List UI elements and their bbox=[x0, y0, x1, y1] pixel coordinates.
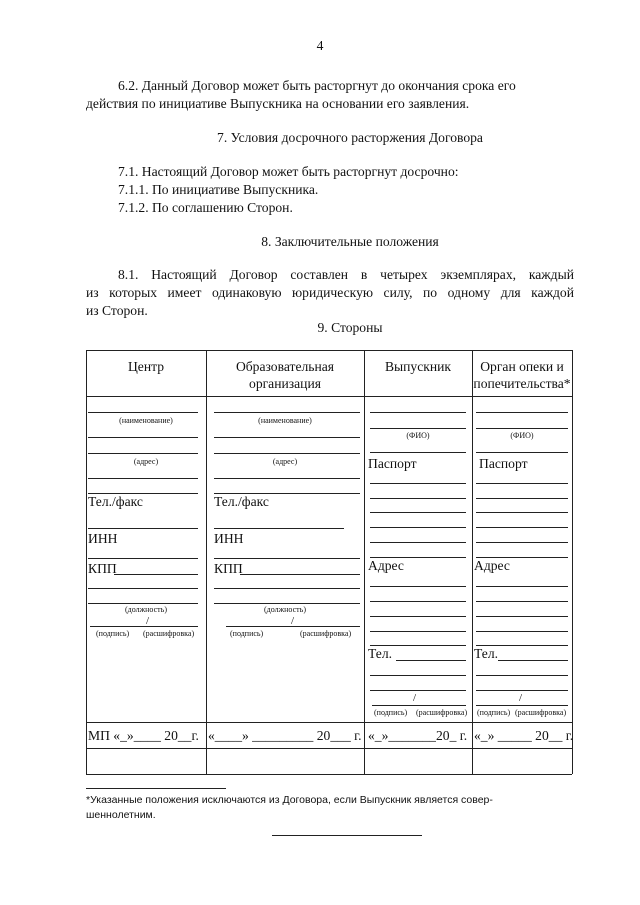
guardianship-decoding-caption: (расшифровка) bbox=[515, 708, 567, 717]
guardianship-date: «_» _____ 20__ г. bbox=[474, 728, 574, 743]
footnote-line2: шеннолетним. bbox=[86, 809, 156, 821]
header-edu-org-line2: организация bbox=[249, 376, 321, 391]
header-edu-org-line1: Образовательная bbox=[235, 359, 335, 374]
page-number: 4 bbox=[316, 38, 324, 53]
center-position-caption: (должность) bbox=[125, 605, 167, 614]
graduate-fio-caption: (ФИО) bbox=[406, 431, 430, 440]
center-address-caption: (адрес) bbox=[133, 457, 159, 466]
section-8-heading: 8. Заключительные положения bbox=[261, 234, 439, 249]
graduate-signature-caption: (подпись) bbox=[374, 708, 408, 717]
center-inn-label: ИНН bbox=[88, 531, 118, 546]
graduate-tel-label: Тел. bbox=[368, 646, 393, 661]
guardianship-signature-caption: (подпись) bbox=[477, 708, 511, 717]
center-decoding-caption: (расшифровка) bbox=[143, 629, 195, 638]
header-guardianship-line1: Орган опеки и bbox=[480, 359, 564, 374]
edu-org-inn-label: ИНН bbox=[214, 531, 244, 546]
clause-8-1-line1: 8.1. Настоящий Договор составлен в четырех экземплярах, каждый bbox=[118, 267, 574, 282]
guardianship-passport-label: Паспорт bbox=[479, 456, 528, 471]
edu-org-date: «____» _________ 20___ г. bbox=[208, 728, 362, 743]
header-graduate: Выпускник bbox=[384, 359, 452, 374]
guardianship-fio-caption: (ФИО) bbox=[510, 431, 534, 440]
graduate-passport-label: Паспорт bbox=[368, 456, 417, 471]
clause-7-1-2: 7.1.2. По соглашению Сторон. bbox=[118, 200, 293, 215]
graduate-decoding-caption: (расшифровка) bbox=[416, 708, 468, 717]
header-guardianship-line2: попечительства* bbox=[473, 376, 571, 391]
edu-org-address-caption: (адрес) bbox=[272, 457, 298, 466]
edu-org-position-caption: (должность) bbox=[264, 605, 306, 614]
page-end-line bbox=[272, 835, 422, 836]
graduate-date: «_»_______20_ г. bbox=[368, 728, 468, 743]
center-signature-caption: (подпись) bbox=[96, 629, 130, 638]
edu-org-tel-fax-label: Тел./факс bbox=[214, 494, 269, 509]
guardianship-tel-label: Тел. bbox=[474, 646, 499, 661]
clause-7-1-1: 7.1.1. По инициативе Выпускника. bbox=[118, 182, 319, 197]
clause-7-1: 7.1. Настоящий Договор может быть расторгнут досрочно: bbox=[118, 164, 459, 179]
center-tel-fax-label: Тел./факс bbox=[88, 494, 143, 509]
clause-6-2-line1: 6.2. Данный Договор может быть расторгнут до окончания срока его bbox=[118, 78, 516, 93]
graduate-address-label: Адрес bbox=[368, 558, 404, 573]
center-name-caption: (наименование) bbox=[119, 416, 173, 425]
section-9-heading: 9. Стороны bbox=[317, 320, 383, 335]
clause-6-2-line2: действия по инициативе Выпускника на основании его заявления. bbox=[86, 96, 470, 111]
edu-org-kpp-label: КПП bbox=[214, 561, 243, 576]
clause-8-1-line2: из которых имеет одинаковую юридическую силу, по одному для каждой bbox=[86, 285, 574, 300]
footnote-line1: *Указанные положения исключаются из Договора, если Выпускник является совер- bbox=[86, 794, 493, 806]
section-7-heading: 7. Условия досрочного расторжения Договора bbox=[217, 130, 483, 145]
center-mp-date: МП «_»____ 20__г. bbox=[88, 728, 199, 743]
header-center: Центр bbox=[127, 359, 165, 374]
center-kpp-label: КПП bbox=[88, 561, 117, 576]
edu-org-name-caption: (наименование) bbox=[258, 416, 312, 425]
edu-org-decoding-caption: (расшифровка) bbox=[300, 629, 352, 638]
clause-8-1-line3: из Сторон. bbox=[86, 303, 148, 318]
edu-org-signature-caption: (подпись) bbox=[230, 629, 264, 638]
footnote-separator bbox=[86, 788, 226, 789]
guardianship-address-label: Адрес bbox=[474, 558, 510, 573]
